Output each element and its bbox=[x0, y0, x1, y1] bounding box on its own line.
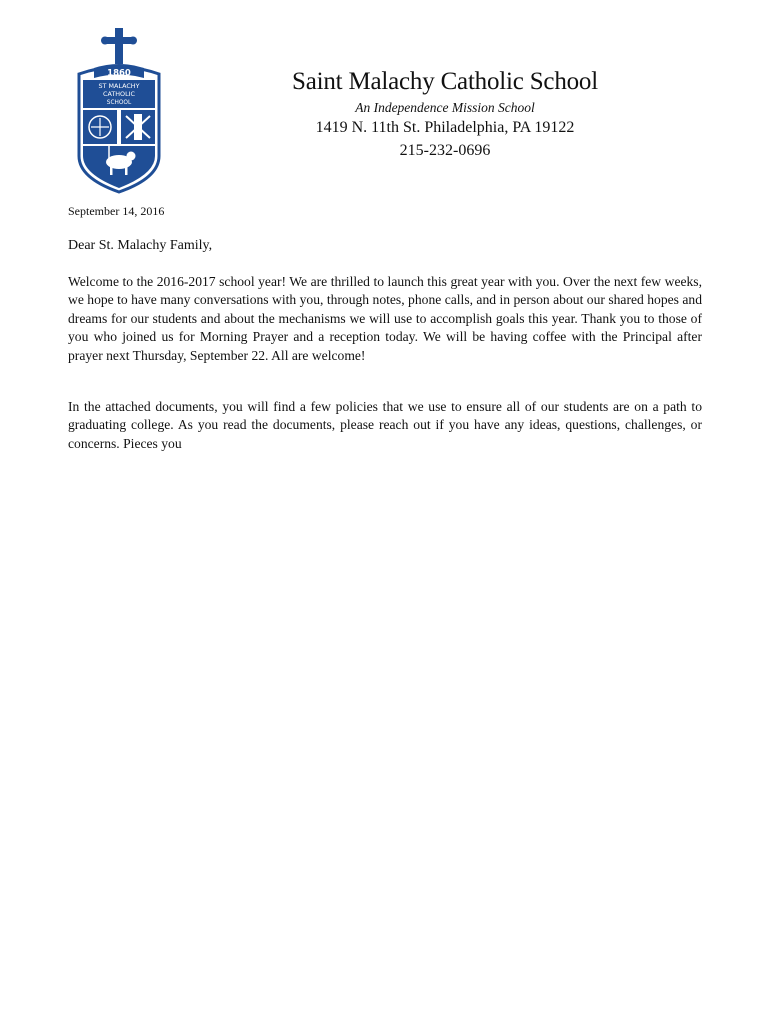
crest-line-1: ST MALACHY bbox=[98, 82, 140, 90]
cross-icon bbox=[101, 28, 137, 64]
crest-line-3: SCHOOL bbox=[106, 100, 132, 106]
letter-date: September 14, 2016 bbox=[68, 204, 165, 218]
school-tagline: An Independence Mission School bbox=[355, 100, 535, 115]
school-name: Saint Malachy Catholic School bbox=[292, 68, 598, 95]
letter-paragraph-1: Welcome to the 2016-2017 school year! We are thrilled to launch this great year with you. Over the next few weeks, we hope to have many conversations with you, through notes, phone calls, and in person about our shared hopes and dreams for our students and about the mechanisms we will use to accomplish goals this year. Thank you to those of you who joined us for Morning Prayer and a reception today. We will be having coffee with the Principal after prayer next Thursday, September 22. All are welcome! bbox=[68, 274, 702, 363]
letter-salutation: Dear St. Malachy Family, bbox=[68, 238, 213, 253]
crest-line-2: CATHOLIC bbox=[103, 90, 135, 98]
school-crest-logo bbox=[76, 28, 162, 194]
crest-year: 1860 bbox=[107, 68, 131, 79]
letter-paragraph-2: In the attached documents, you will find a few policies that we use to ensure all of our students are on a path to graduating college. As you read the documents, please reach out if you have any ideas, questions, challenges, or concerns. Pieces you bbox=[68, 399, 702, 451]
school-address: 1419 N. 11th St. Philadelphia, PA 19122 bbox=[315, 119, 575, 136]
school-phone: 215-232-0696 bbox=[399, 142, 491, 159]
